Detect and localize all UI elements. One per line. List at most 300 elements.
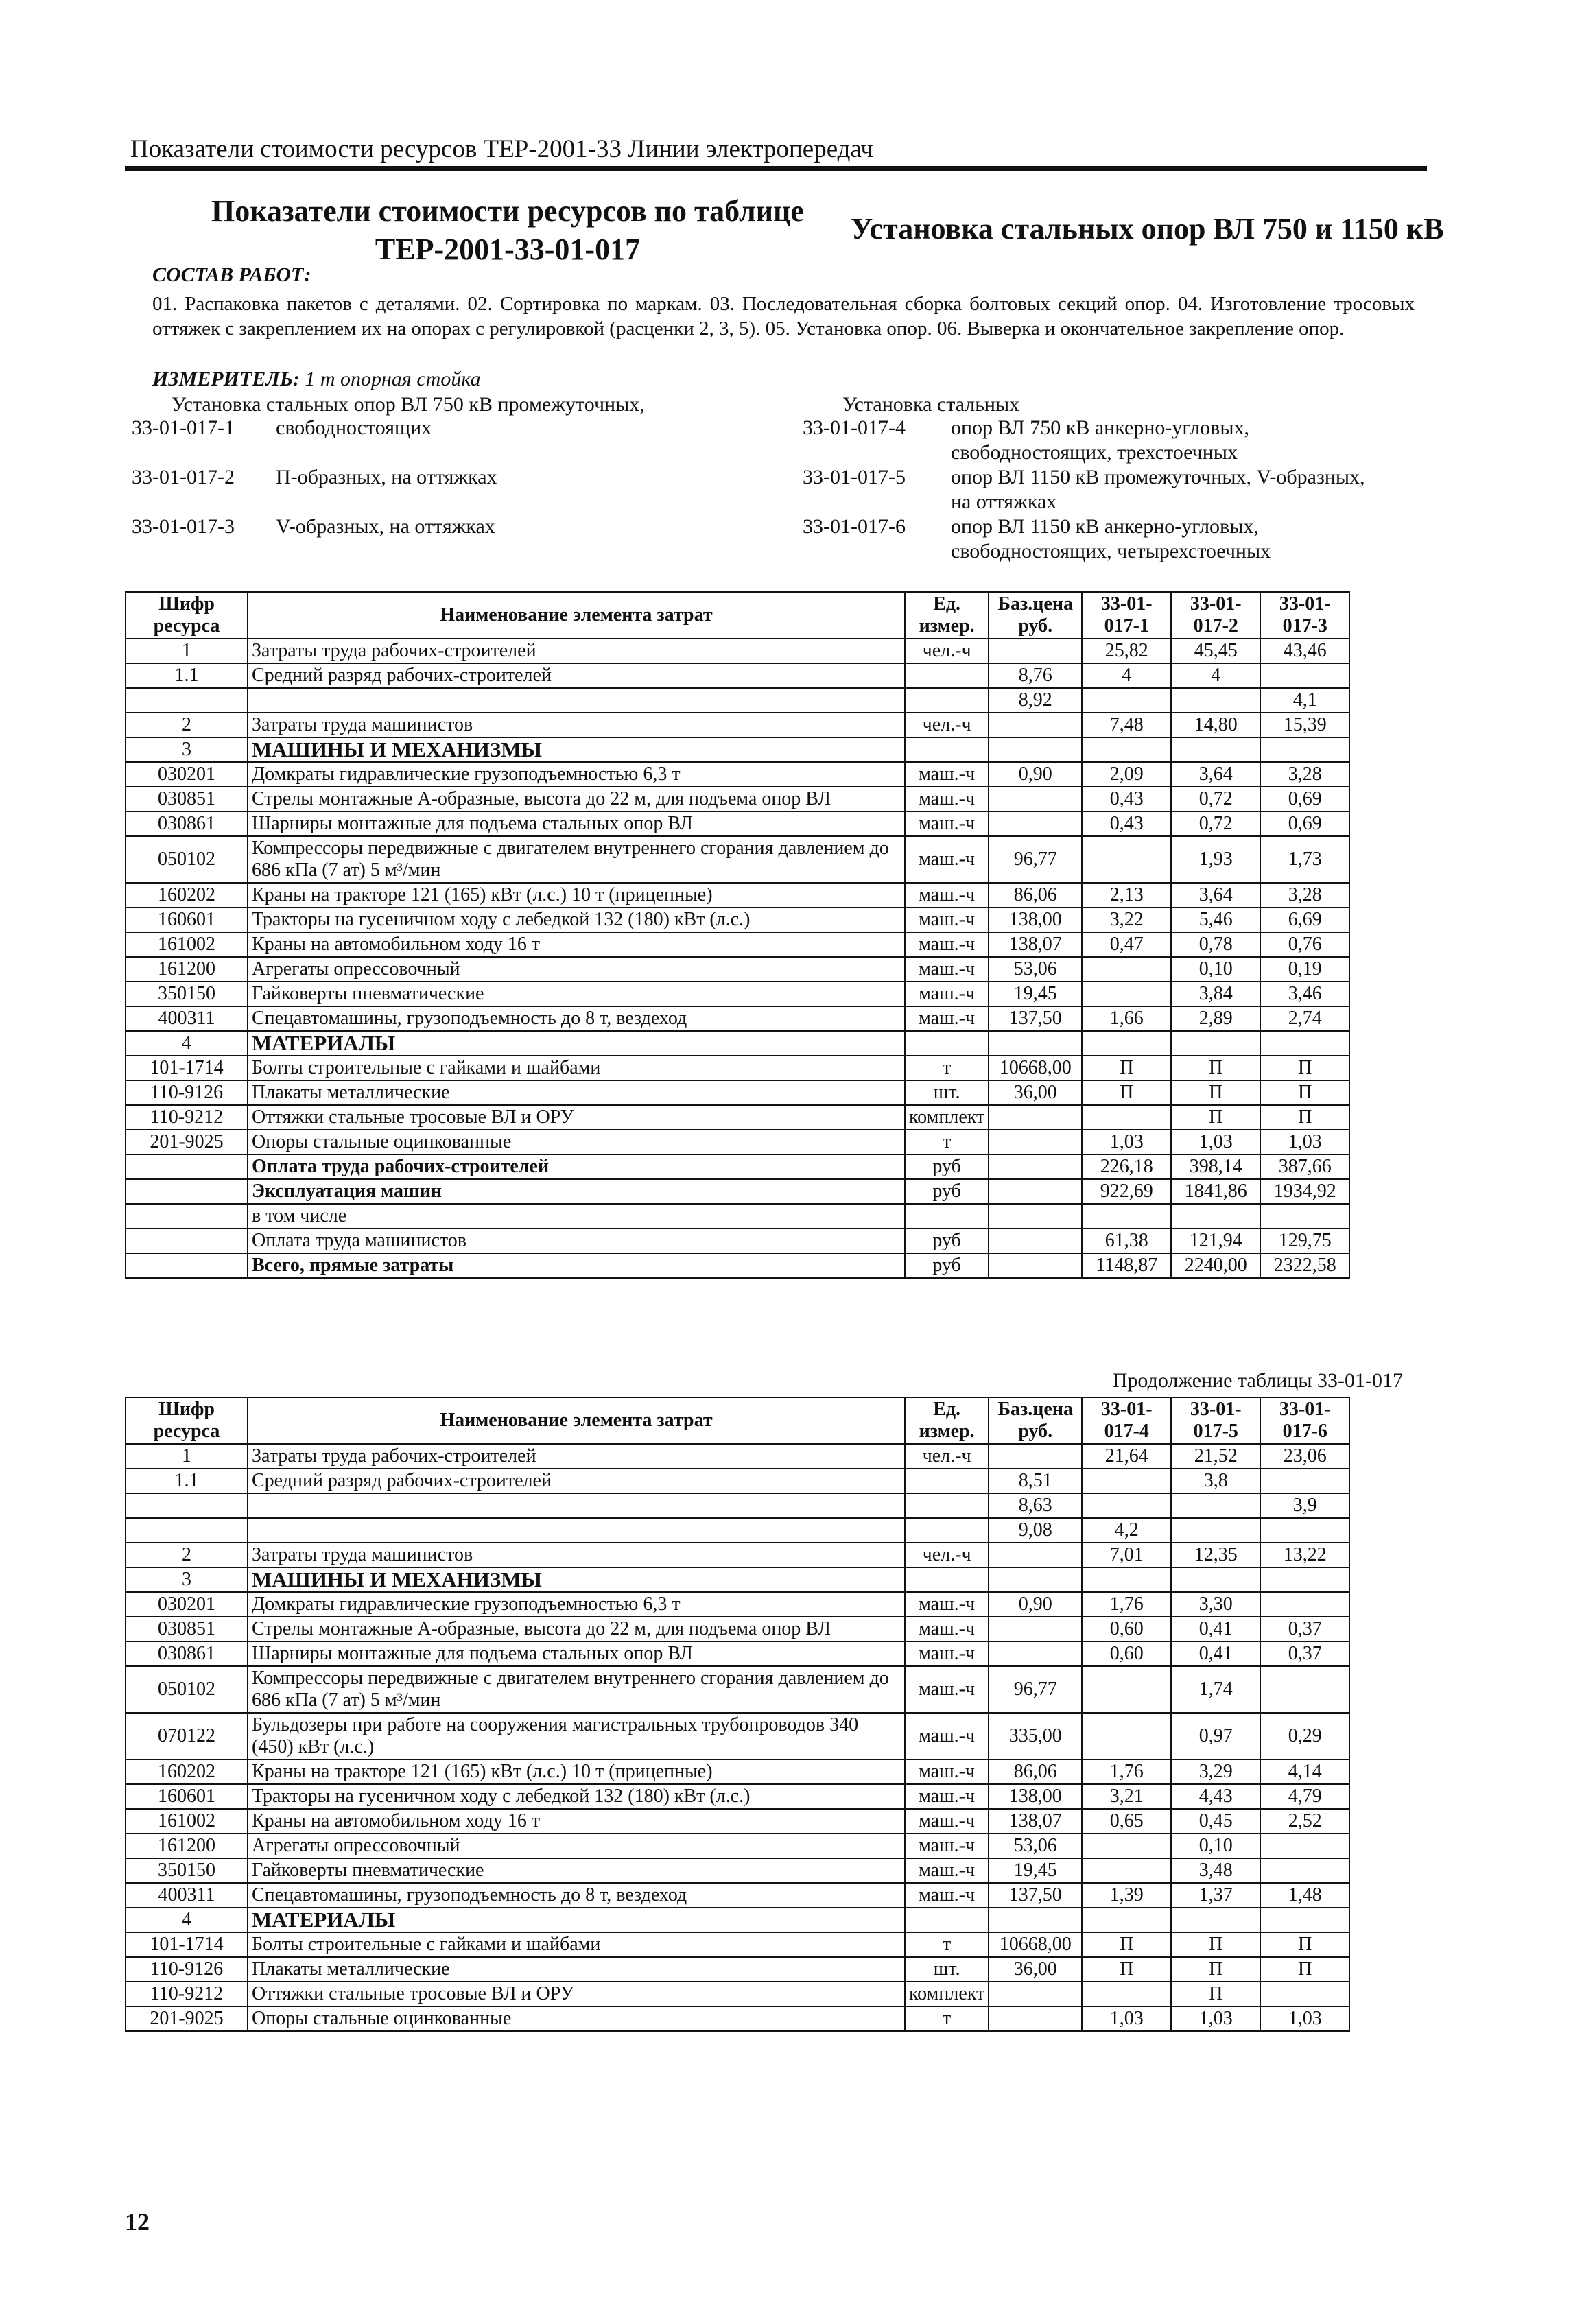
value-cell: [1171, 1908, 1260, 1932]
table-row: [126, 1932, 1349, 1957]
value-cell: [1082, 1493, 1171, 1518]
resource-code-cell: [126, 1204, 248, 1229]
value-cell: 3,30: [1171, 1592, 1260, 1617]
value-cell: 2,09: [1082, 762, 1171, 787]
table-row: [126, 663, 1349, 688]
table-row: [126, 1713, 1349, 1759]
unit-cell: [905, 737, 989, 762]
value-cell: 0,45: [1171, 1809, 1260, 1834]
base-price-cell: 8,51: [989, 1469, 1082, 1493]
unit-cell: шт.: [905, 1080, 989, 1105]
value-cell: [1082, 1982, 1171, 2006]
element-name-cell: Компрессоры передвижные с двигателем внутреннего сгорания давлением до 686 кПа (7 ат) 5 м³/мин: [248, 1666, 905, 1713]
measure-text: 1 т опорная стойка: [305, 368, 481, 390]
resource-code-cell: 4: [126, 1031, 248, 1056]
unit-cell: маш.-ч: [905, 836, 989, 883]
header-variant: 33-01-017-3: [1260, 592, 1349, 639]
unit-cell: маш.-ч: [905, 1858, 989, 1883]
value-cell: 21,64: [1082, 1444, 1171, 1469]
element-name-cell: Тракторы на гусеничном ходу с лебедкой 132 (180) кВт (л.с.): [248, 1784, 905, 1809]
value-cell: 43,46: [1260, 639, 1349, 663]
value-cell: [1260, 1567, 1349, 1592]
table-row: [126, 1006, 1349, 1031]
element-name-cell: Затраты труда рабочих-строителей: [248, 639, 905, 663]
unit-cell: т: [905, 1130, 989, 1154]
unit-cell: маш.-ч: [905, 1834, 989, 1858]
base-price-cell: 0,90: [989, 762, 1082, 787]
variant-desc: V-образных, на оттяжках: [276, 515, 495, 538]
base-price-cell: 335,00: [989, 1713, 1082, 1759]
value-cell: 0,69: [1260, 787, 1349, 811]
value-cell: [1260, 1666, 1349, 1713]
value-cell: 4,1: [1260, 688, 1349, 713]
value-cell: П: [1260, 1056, 1349, 1080]
element-name-cell: Средний разряд рабочих-строителей: [248, 663, 905, 688]
table-row: [126, 762, 1349, 787]
base-price-cell: 86,06: [989, 1759, 1082, 1784]
unit-cell: руб: [905, 1229, 989, 1253]
resource-code-cell: 160601: [126, 908, 248, 932]
value-cell: [1260, 1469, 1349, 1493]
value-cell: 0,29: [1260, 1713, 1349, 1759]
table-row: [126, 1056, 1349, 1080]
table-row: [126, 932, 1349, 957]
resource-code-cell: 050102: [126, 1666, 248, 1713]
value-cell: П: [1082, 1056, 1171, 1080]
value-cell: [1082, 982, 1171, 1006]
resource-code-cell: [126, 688, 248, 713]
resource-code-cell: 350150: [126, 1858, 248, 1883]
value-cell: 1,03: [1260, 1130, 1349, 1154]
value-cell: 2322,58: [1260, 1253, 1349, 1278]
value-cell: [1082, 1858, 1171, 1883]
resource-code-cell: 3: [126, 737, 248, 762]
element-name-cell: Средний разряд рабочих-строителей: [248, 1469, 905, 1493]
value-cell: [1082, 1105, 1171, 1130]
value-cell: 129,75: [1260, 1229, 1349, 1253]
unit-cell: комплект: [905, 1982, 989, 2006]
value-cell: 3,29: [1171, 1759, 1260, 1784]
table-row: [126, 1204, 1349, 1229]
element-name-cell: Эксплуатация машин: [248, 1179, 905, 1204]
value-cell: 3,48: [1171, 1858, 1260, 1883]
variant-code: 33-01-017-3: [132, 515, 235, 538]
table-row: [126, 1982, 1349, 2006]
base-price-cell: [989, 1543, 1082, 1567]
value-cell: [1260, 1518, 1349, 1543]
value-cell: 1841,86: [1171, 1179, 1260, 1204]
value-cell: [1082, 1204, 1171, 1229]
resource-code-cell: 110-9212: [126, 1105, 248, 1130]
value-cell: [1260, 1204, 1349, 1229]
element-name-cell: в том числе: [248, 1204, 905, 1229]
variant-code: 33-01-017-4: [803, 416, 906, 439]
table-row: [126, 1834, 1349, 1858]
value-cell: 1,48: [1260, 1883, 1349, 1908]
base-price-cell: 137,50: [989, 1883, 1082, 1908]
table-row: [126, 1229, 1349, 1253]
element-name-cell: Бульдозеры при работе на сооружения магистральных трубопроводов 340 (450) кВт (л.с.): [248, 1713, 905, 1759]
value-cell: П: [1171, 1982, 1260, 2006]
cost-table-2: [125, 1397, 1350, 2032]
unit-cell: маш.-ч: [905, 1713, 989, 1759]
value-cell: [1171, 688, 1260, 713]
value-cell: 1,03: [1260, 2006, 1349, 2031]
work-composition-text: 01. Распаковка пакетов с деталями. 02. Сортировка по маркам. 03. Последовательная сборка болтовых секций опор. 04. Изготовление тросовых оттяжек с закреплением их на опорах с регулировкой (расценки 2, 3, 5). 05. Установка опор. 06. Выверка и окончательное закрепление опор.: [152, 293, 1415, 340]
variant-code: 33-01-017-5: [803, 466, 906, 488]
value-cell: [1260, 1031, 1349, 1056]
base-price-cell: [989, 811, 1082, 836]
value-cell: 6,69: [1260, 908, 1349, 932]
value-cell: 4,14: [1260, 1759, 1349, 1784]
base-price-cell: 137,50: [989, 1006, 1082, 1031]
value-cell: 3,46: [1260, 982, 1349, 1006]
value-cell: [1260, 1982, 1349, 2006]
resource-code-cell: 161200: [126, 957, 248, 982]
table-row: [126, 957, 1349, 982]
value-cell: 1,73: [1260, 836, 1349, 883]
value-cell: 2,74: [1260, 1006, 1349, 1031]
value-cell: [1082, 1567, 1171, 1592]
resource-code-cell: 070122: [126, 1713, 248, 1759]
resource-code-cell: 110-9126: [126, 1080, 248, 1105]
base-price-cell: 0,90: [989, 1592, 1082, 1617]
element-name-cell: Гайковерты пневматические: [248, 982, 905, 1006]
section-row: [126, 737, 1349, 762]
value-cell: П: [1260, 1957, 1349, 1982]
element-name-cell: Домкраты гидравлические грузоподъемностью 6,3 т: [248, 762, 905, 787]
value-cell: 0,10: [1171, 1834, 1260, 1858]
table-row: [126, 1809, 1349, 1834]
total-row: [126, 1154, 1349, 1179]
header-name: Наименование элемента затрат: [248, 592, 905, 639]
unit-cell: маш.-ч: [905, 932, 989, 957]
value-cell: П: [1171, 1932, 1260, 1957]
base-price-cell: [989, 1641, 1082, 1666]
base-price-cell: 36,00: [989, 1957, 1082, 1982]
element-name-cell: Краны на тракторе 121 (165) кВт (л.с.) 10 т (прицепные): [248, 1759, 905, 1784]
value-cell: 4,79: [1260, 1784, 1349, 1809]
header-code: Шифр ресурса: [126, 1397, 248, 1444]
value-cell: [1082, 1834, 1171, 1858]
table-row: [126, 1957, 1349, 1982]
unit-cell: маш.-ч: [905, 762, 989, 787]
table-row: [126, 1105, 1349, 1130]
resource-code-cell: 1: [126, 639, 248, 663]
resource-code-cell: 050102: [126, 836, 248, 883]
page-number: 12: [125, 2208, 150, 2236]
unit-cell: руб: [905, 1179, 989, 1204]
value-cell: [1260, 1834, 1349, 1858]
resource-code-cell: 201-9025: [126, 1130, 248, 1154]
unit-cell: маш.-ч: [905, 908, 989, 932]
resource-code-cell: 400311: [126, 1006, 248, 1031]
value-cell: 1,74: [1171, 1666, 1260, 1713]
value-cell: [1082, 1666, 1171, 1713]
value-cell: [1171, 1031, 1260, 1056]
value-cell: [1082, 1031, 1171, 1056]
table-row: [126, 1518, 1349, 1543]
element-name-cell: Агрегаты опрессовочный: [248, 957, 905, 982]
value-cell: [1171, 1518, 1260, 1543]
header-variant: 33-01-017-4: [1082, 1397, 1171, 1444]
value-cell: 3,21: [1082, 1784, 1171, 1809]
value-cell: 14,80: [1171, 713, 1260, 737]
value-cell: 398,14: [1171, 1154, 1260, 1179]
base-price-cell: [989, 787, 1082, 811]
element-name-cell: Оплата труда рабочих-строителей: [248, 1154, 905, 1179]
table-row: [126, 883, 1349, 908]
resource-code-cell: [126, 1179, 248, 1204]
base-price-cell: 86,06: [989, 883, 1082, 908]
base-price-cell: 138,07: [989, 932, 1082, 957]
element-name-cell: Затраты труда машинистов: [248, 1543, 905, 1567]
unit-cell: чел.-ч: [905, 1444, 989, 1469]
header-variant: 33-01-017-6: [1260, 1397, 1349, 1444]
value-cell: П: [1171, 1957, 1260, 1982]
resource-code-cell: 030851: [126, 787, 248, 811]
base-price-cell: 36,00: [989, 1080, 1082, 1105]
element-name-cell: Агрегаты опрессовочный: [248, 1834, 905, 1858]
value-cell: 7,01: [1082, 1543, 1171, 1567]
unit-cell: маш.-ч: [905, 1759, 989, 1784]
base-price-cell: [989, 1204, 1082, 1229]
work-composition-label: СОСТАВ РАБОТ:: [152, 263, 311, 286]
unit-cell: т: [905, 2006, 989, 2031]
value-cell: 387,66: [1260, 1154, 1349, 1179]
element-name-cell: МАШИНЫ И МЕХАНИЗМЫ: [248, 737, 905, 762]
base-price-cell: [989, 2006, 1082, 2031]
unit-cell: маш.-ч: [905, 1784, 989, 1809]
base-price-cell: [989, 737, 1082, 762]
table-header-row: [126, 1397, 1349, 1444]
measure-block: [152, 368, 481, 391]
value-cell: 4: [1171, 663, 1260, 688]
value-cell: 0,76: [1260, 932, 1349, 957]
value-cell: [1082, 957, 1171, 982]
base-price-cell: [989, 1154, 1082, 1179]
variant-desc: свободностоящих: [276, 416, 432, 439]
resource-code-cell: 160202: [126, 1759, 248, 1784]
resource-code-cell: 2: [126, 713, 248, 737]
header-unit: Ед. измер.: [905, 592, 989, 639]
element-name-cell: Плакаты металлические: [248, 1080, 905, 1105]
element-name-cell: Краны на автомобильном ходу 16 т: [248, 1809, 905, 1834]
table-header-row: [126, 592, 1349, 639]
value-cell: [1260, 1858, 1349, 1883]
element-name-cell: [248, 1518, 905, 1543]
base-price-cell: [989, 713, 1082, 737]
base-price-cell: 96,77: [989, 1666, 1082, 1713]
unit-cell: [905, 663, 989, 688]
unit-cell: т: [905, 1932, 989, 1957]
value-cell: 1148,87: [1082, 1253, 1171, 1278]
resource-code-cell: 1: [126, 1444, 248, 1469]
variant-desc: опор ВЛ 1150 кВ анкерно-угловых, свободностоящих, четырехстоечных: [951, 515, 1271, 562]
value-cell: 5,46: [1171, 908, 1260, 932]
value-cell: П: [1171, 1105, 1260, 1130]
base-price-cell: 53,06: [989, 1834, 1082, 1858]
table-row: [126, 1858, 1349, 1883]
element-name-cell: Опоры стальные оцинкованные: [248, 1130, 905, 1154]
base-price-cell: 19,45: [989, 982, 1082, 1006]
value-cell: 21,52: [1171, 1444, 1260, 1469]
table-row: [126, 1130, 1349, 1154]
unit-cell: руб: [905, 1253, 989, 1278]
base-price-cell: [989, 1567, 1082, 1592]
base-price-cell: 9,08: [989, 1518, 1082, 1543]
resource-code-cell: 161002: [126, 932, 248, 957]
header-price: Баз.цена руб.: [989, 1397, 1082, 1444]
header-code: Шифр ресурса: [126, 592, 248, 639]
value-cell: 61,38: [1082, 1229, 1171, 1253]
table-row: [126, 2006, 1349, 2031]
value-cell: 4,2: [1082, 1518, 1171, 1543]
variant-desc: опор ВЛ 1150 кВ промежуточных, V-образных, на оттяжках: [951, 466, 1365, 513]
value-cell: [1260, 1908, 1349, 1932]
table-row: [126, 688, 1349, 713]
value-cell: П: [1260, 1105, 1349, 1130]
element-name-cell: Затраты труда машинистов: [248, 713, 905, 737]
value-cell: 3,84: [1171, 982, 1260, 1006]
element-name-cell: Оплата труда машинистов: [248, 1229, 905, 1253]
variants-left-header: Установка стальных опор ВЛ 750 кВ промежуточных,: [172, 393, 645, 416]
element-name-cell: [248, 688, 905, 713]
value-cell: 0,41: [1171, 1641, 1260, 1666]
unit-cell: маш.-ч: [905, 811, 989, 836]
resource-code-cell: 161200: [126, 1834, 248, 1858]
value-cell: 2,52: [1260, 1809, 1349, 1834]
value-cell: 4: [1082, 663, 1171, 688]
unit-cell: шт.: [905, 1957, 989, 1982]
value-cell: [1260, 737, 1349, 762]
value-cell: 4,43: [1171, 1784, 1260, 1809]
element-name-cell: Стрелы монтажные А-образные, высота до 22 м, для подъема опор ВЛ: [248, 787, 905, 811]
unit-cell: чел.-ч: [905, 639, 989, 663]
unit-cell: [905, 1469, 989, 1493]
table-row: [126, 982, 1349, 1006]
table-row: [126, 1759, 1349, 1784]
unit-cell: маш.-ч: [905, 1883, 989, 1908]
element-name-cell: [248, 1493, 905, 1518]
continuation-label: Продолжение таблицы 33-01-017: [1112, 1369, 1403, 1392]
header-unit: Ед. измер.: [905, 1397, 989, 1444]
element-name-cell: Спецавтомашины, грузоподъемность до 8 т, вездеход: [248, 1006, 905, 1031]
resource-code-cell: 160601: [126, 1784, 248, 1809]
value-cell: 1,03: [1082, 1130, 1171, 1154]
cost-table-1: [125, 591, 1350, 1279]
base-price-cell: [989, 1253, 1082, 1278]
element-name-cell: Краны на тракторе 121 (165) кВт (л.с.) 10 т (прицепные): [248, 883, 905, 908]
base-price-cell: [989, 639, 1082, 663]
unit-cell: [905, 1518, 989, 1543]
value-cell: 226,18: [1082, 1154, 1171, 1179]
table-row: [126, 713, 1349, 737]
value-cell: 0,60: [1082, 1641, 1171, 1666]
resource-code-cell: [126, 1229, 248, 1253]
base-price-cell: 96,77: [989, 836, 1082, 883]
table-row: [126, 1617, 1349, 1641]
table-title: [206, 192, 810, 269]
value-cell: 0,43: [1082, 787, 1171, 811]
table-row: [126, 836, 1349, 883]
value-cell: 0,47: [1082, 932, 1171, 957]
header-rule: [125, 166, 1427, 171]
value-cell: П: [1082, 1932, 1171, 1957]
header-variant: 33-01-017-5: [1171, 1397, 1260, 1444]
section-title: Установка стальных опор ВЛ 750 и 1150 кВ: [851, 212, 1444, 246]
unit-cell: маш.-ч: [905, 1617, 989, 1641]
table-row: [126, 1666, 1349, 1713]
resource-code-cell: 160202: [126, 883, 248, 908]
unit-cell: [905, 688, 989, 713]
unit-cell: маш.-ч: [905, 1006, 989, 1031]
value-cell: [1171, 1567, 1260, 1592]
header-price: Баз.цена руб.: [989, 592, 1082, 639]
value-cell: [1082, 1908, 1171, 1932]
section-row: [126, 1908, 1349, 1932]
variant-code: 33-01-017-2: [132, 466, 235, 488]
element-name-cell: МАШИНЫ И МЕХАНИЗМЫ: [248, 1567, 905, 1592]
value-cell: 1,76: [1082, 1592, 1171, 1617]
element-name-cell: Болты строительные с гайками и шайбами: [248, 1056, 905, 1080]
variants-right-header: Установка стальных: [842, 393, 1020, 416]
table-row: [126, 1592, 1349, 1617]
value-cell: 3,64: [1171, 762, 1260, 787]
value-cell: 12,35: [1171, 1543, 1260, 1567]
value-cell: [1260, 663, 1349, 688]
resource-code-cell: 1.1: [126, 663, 248, 688]
element-name-cell: МАТЕРИАЛЫ: [248, 1908, 905, 1932]
element-name-cell: Опоры стальные оцинкованные: [248, 2006, 905, 2031]
unit-cell: чел.-ч: [905, 1543, 989, 1567]
base-price-cell: 53,06: [989, 957, 1082, 982]
resource-code-cell: [126, 1518, 248, 1543]
running-header: Показатели стоимости ресурсов ТЕР-2001-33 Линии электропередач: [130, 135, 874, 163]
resource-code-cell: 030201: [126, 762, 248, 787]
table-row: [126, 1883, 1349, 1908]
element-name-cell: Плакаты металлические: [248, 1957, 905, 1982]
resource-code-cell: 030201: [126, 1592, 248, 1617]
element-name-cell: Оттяжки стальные тросовые ВЛ и ОРУ: [248, 1105, 905, 1130]
base-price-cell: 19,45: [989, 1858, 1082, 1883]
value-cell: 121,94: [1171, 1229, 1260, 1253]
resource-code-cell: [126, 1154, 248, 1179]
value-cell: 0,43: [1082, 811, 1171, 836]
resource-code-cell: 3: [126, 1567, 248, 1592]
value-cell: П: [1082, 1957, 1171, 1982]
value-cell: 1,37: [1171, 1883, 1260, 1908]
base-price-cell: 8,63: [989, 1493, 1082, 1518]
unit-cell: маш.-ч: [905, 883, 989, 908]
value-cell: 3,28: [1260, 762, 1349, 787]
value-cell: [1260, 1592, 1349, 1617]
value-cell: [1082, 688, 1171, 713]
unit-cell: [905, 1908, 989, 1932]
element-name-cell: Затраты труда рабочих-строителей: [248, 1444, 905, 1469]
element-name-cell: Шарниры монтажные для подъема стальных опор ВЛ: [248, 1641, 905, 1666]
element-name-cell: Компрессоры передвижные с двигателем внутреннего сгорания давлением до 686 кПа (7 ат) 5 м³/мин: [248, 836, 905, 883]
table-row: [126, 1784, 1349, 1809]
value-cell: П: [1260, 1932, 1349, 1957]
unit-cell: т: [905, 1056, 989, 1080]
value-cell: П: [1171, 1056, 1260, 1080]
element-name-cell: Стрелы монтажные А-образные, высота до 22 м, для подъема опор ВЛ: [248, 1617, 905, 1641]
value-cell: 922,69: [1082, 1179, 1171, 1204]
resource-code-cell: 4: [126, 1908, 248, 1932]
value-cell: 0,60: [1082, 1617, 1171, 1641]
base-price-cell: [989, 1229, 1082, 1253]
